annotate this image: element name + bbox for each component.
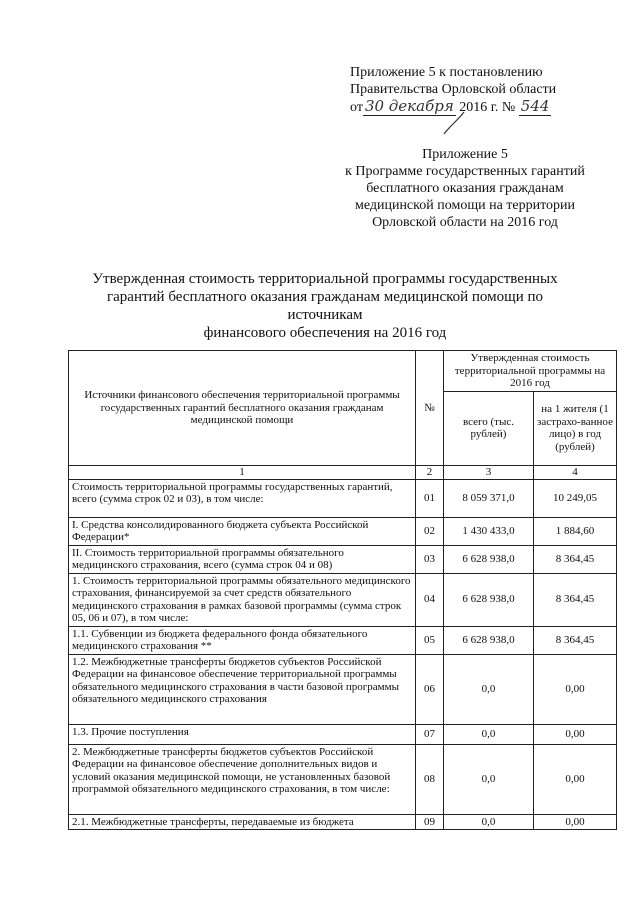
date-prefix: от [350, 100, 363, 115]
row-per-person: 0,00 [534, 654, 617, 724]
table-row [69, 744, 617, 814]
year-and-number-label: 2016 г. № [459, 100, 516, 115]
row-number: 08 [416, 744, 444, 814]
row-number: 07 [416, 724, 444, 744]
row-number: 09 [416, 814, 444, 830]
table-row [69, 573, 617, 626]
row-total: 0,0 [444, 744, 534, 814]
column-index: 1 [69, 466, 416, 480]
table-row [69, 626, 617, 654]
row-total: 0,0 [444, 654, 534, 724]
row-total: 0,0 [444, 814, 534, 830]
header-source: Источники финансового обеспечения территориальной программы государственных гарантий бесплатного оказания гражданам медицинской помощи [69, 351, 416, 466]
header-number: № [416, 351, 444, 466]
appendix-line-1: Приложение 5 к постановлению [350, 65, 543, 80]
signature-stroke-icon [434, 110, 474, 136]
table-row [69, 479, 617, 517]
row-per-person: 0,00 [534, 814, 617, 830]
appendix-line-2: Правительства Орловской области [350, 82, 557, 97]
row-per-person: 8 364,45 [534, 545, 617, 573]
row-number: 05 [416, 626, 444, 654]
row-per-person: 10 249,05 [534, 479, 617, 517]
row-number: 03 [416, 545, 444, 573]
appendix-reference-block [350, 64, 620, 116]
appendix-date-line [350, 98, 620, 116]
document-title [70, 270, 580, 342]
row-total: 6 628 938,0 [444, 626, 534, 654]
table-row [69, 724, 617, 744]
row-per-person: 8 364,45 [534, 626, 617, 654]
column-index: 2 [416, 466, 444, 480]
row-per-person: 0,00 [534, 724, 617, 744]
title-line-1: Утвержденная стоимость территориальной программы государственных [92, 271, 558, 287]
handwritten-date: 30 декабря [364, 97, 454, 115]
row-number: 04 [416, 573, 444, 626]
row-source: 1.2. Межбюджетные трансферты бюджетов субъектов Российской Федерации на финансовое обеспечение территориальной программы обязательного медицинского страхования в части базовой программы обязательного медицинского страхования [69, 654, 416, 724]
title-line-2: гарантий бесплатного оказания гражданам медицинской помощи по источникам [106, 289, 543, 323]
table-row [69, 654, 617, 724]
table-row [69, 545, 617, 573]
row-total: 1 430 433,0 [444, 517, 534, 545]
row-per-person: 8 364,45 [534, 573, 617, 626]
row-source: I. Средства консолидированного бюджета субъекта Российской Федерации* [69, 517, 416, 545]
row-source: 1. Стоимость территориальной программы обязательного медицинского страхования, финансируемой за счет средств обязательного медицинского страхования в рамках базовой программы (сумма строк 05, 06 и 07), в том числе: [69, 573, 416, 626]
table-header-row [69, 351, 617, 392]
row-source: 2. Межбюджетные трансферты бюджетов субъектов Российской Федерации на финансовое обеспечение дополнительных видов и условий оказания медицинской помощи, не установленных базовой программой обязательного медицинского страхования, в том числе: [69, 744, 416, 814]
header-approved-cost: Утвержденная стоимость территориальной программы на 2016 год [444, 351, 617, 392]
column-index-row [69, 466, 617, 480]
program-appendix-line-5: Орловской области на 2016 год [372, 215, 558, 230]
program-appendix-line-3: бесплатного оказания гражданам [366, 181, 564, 196]
column-index: 3 [444, 466, 534, 480]
program-appendix-block [320, 146, 610, 231]
row-total: 8 059 371,0 [444, 479, 534, 517]
header-total-thousand-rub: всего (тыс. рублей) [444, 391, 534, 466]
row-total: 6 628 938,0 [444, 573, 534, 626]
row-number: 01 [416, 479, 444, 517]
row-number: 02 [416, 517, 444, 545]
row-total: 0,0 [444, 724, 534, 744]
cost-table [68, 350, 617, 830]
row-source: II. Стоимость территориальной программы обязательного медицинского страхования, всего (сумма строк 04 и 08) [69, 545, 416, 573]
row-source: 2.1. Межбюджетные трансферты, передаваемые из бюджета [69, 814, 416, 830]
row-source: 1.1. Субвенции из бюджета федерального фонда обязательного медицинского страхования ** [69, 626, 416, 654]
handwritten-number: 544 [520, 97, 550, 115]
header-per-insured-person: на 1 жителя (1 застрахо-ванное лицо) в год (рублей) [534, 391, 617, 466]
row-total: 6 628 938,0 [444, 545, 534, 573]
column-index: 4 [534, 466, 617, 480]
program-appendix-line-2: к Программе государственных гарантий [345, 164, 585, 179]
program-appendix-line-4: медицинской помощи на территории [354, 198, 576, 213]
table-row [69, 517, 617, 545]
title-line-3: финансового обеспечения на 2016 год [203, 325, 447, 341]
table-row [69, 814, 617, 830]
row-per-person: 1 884,60 [534, 517, 617, 545]
row-per-person: 0,00 [534, 744, 617, 814]
program-appendix-line-1: Приложение 5 [422, 147, 508, 162]
row-source: Стоимость территориальной программы государственных гарантий, всего (сумма строк 02 и 03), в том числе: [69, 479, 416, 517]
row-source: 1.3. Прочие поступления [69, 724, 416, 744]
row-number: 06 [416, 654, 444, 724]
